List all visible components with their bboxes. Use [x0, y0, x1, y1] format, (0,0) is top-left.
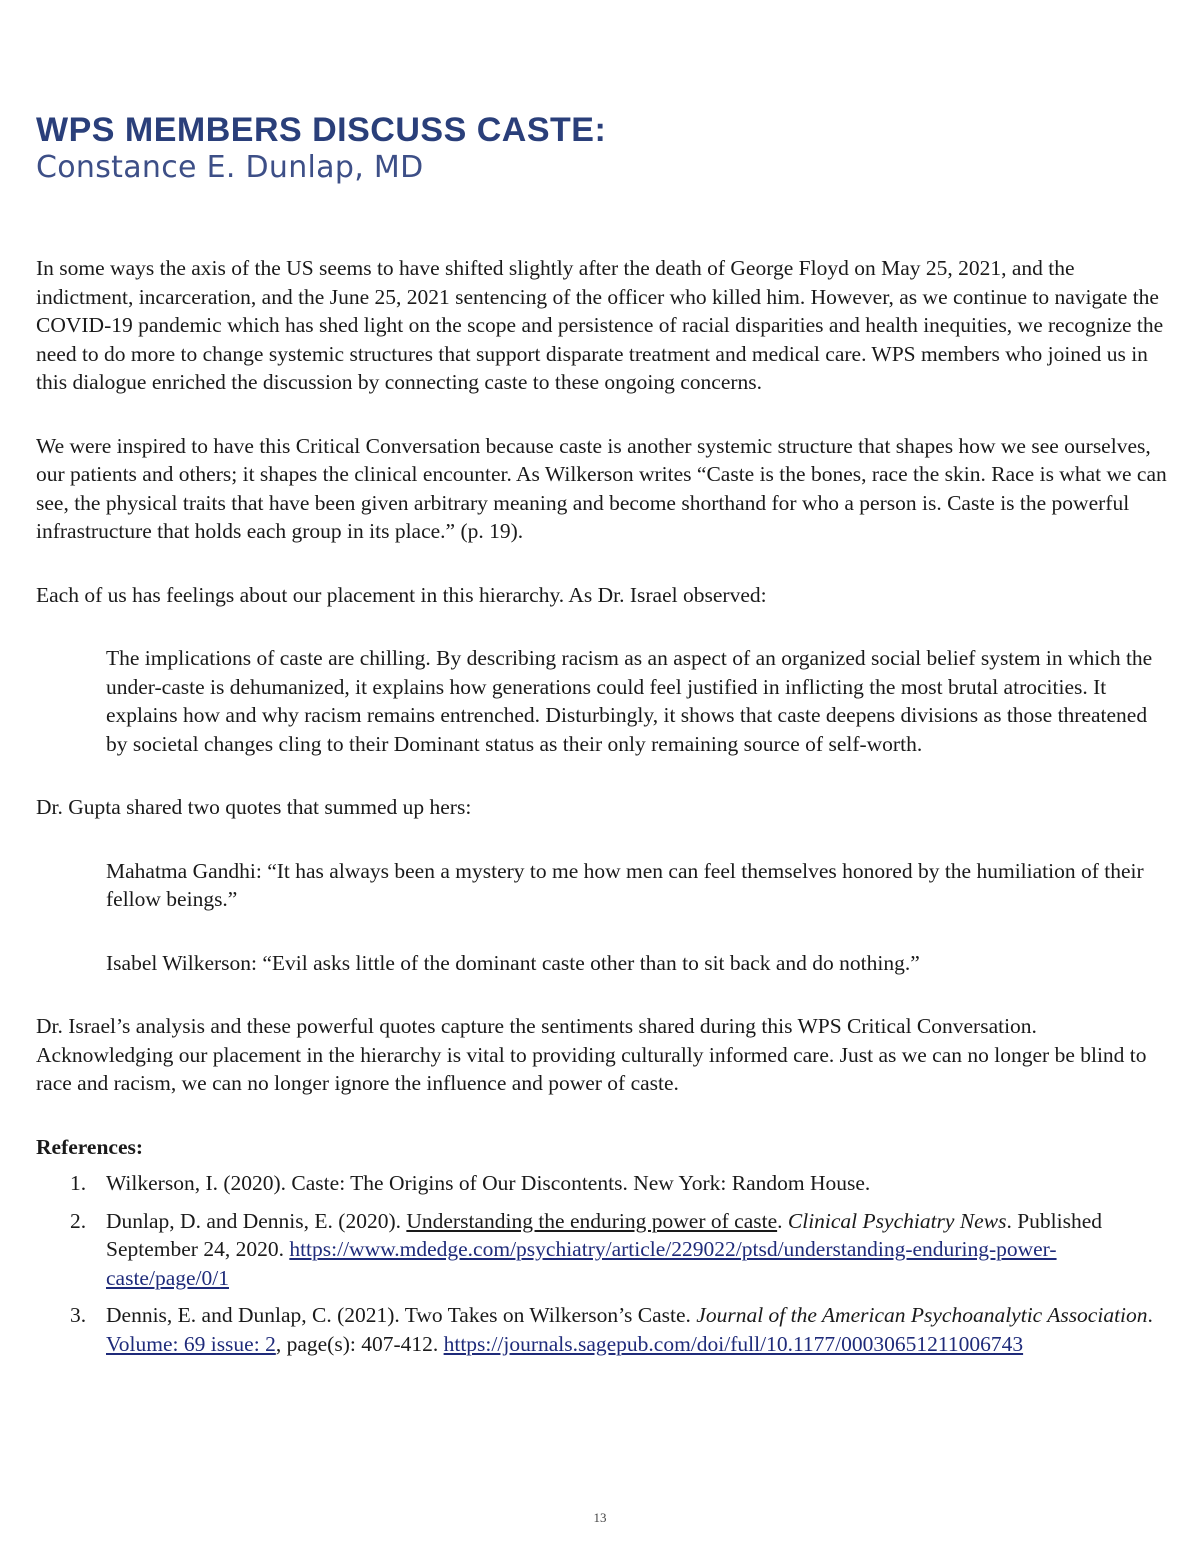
- paragraph-placement: Each of us has feelings about our placement in this hierarchy. As Dr. Israel observed:: [36, 582, 767, 607]
- references-heading: References:: [36, 1134, 144, 1159]
- paragraph-conclusion: Dr. Israel’s analysis and these powerful quotes capture the sentiments shared during this WPS Critical Conversation. Acknowledging our placement in the hierarchy is vital to providing culturally informed care. Just as we can no longer be blind to race and racism, we can no longer ignore the influence and power of caste.: [36, 1014, 1147, 1095]
- reference-title-link[interactable]: Understanding the enduring power of caste: [406, 1208, 778, 1233]
- paragraph-inspiration: We were inspired to have this Critical Conversation because caste is another systemic structure that shapes how we see ourselves, our patients and others; it shapes the clinical encounter. As Wilkerson writes “Caste is the bones, race the skin. Race is what we can see, the physical traits that have been given arbitrary meaning and become shorthand for who a person is. Caste is the powerful infrastructure that holds each group in its place.” (p. 19).: [36, 433, 1167, 543]
- reference-text: Wilkerson, I. (2020). Caste: The Origins of Our Discontents. New York: Random House.: [106, 1171, 871, 1195]
- reference-separator: .: [1147, 1303, 1153, 1327]
- reference-pages: , page(s): 407-412.: [275, 1331, 444, 1356]
- reference-journal: Clinical Psychiatry News: [787, 1208, 1007, 1233]
- reference-volume-link[interactable]: Volume: 69 issue: 2: [106, 1331, 276, 1356]
- reference-number: 2.: [70, 1208, 87, 1233]
- reference-number: 1.: [70, 1171, 87, 1195]
- paragraph-gupta: Dr. Gupta shared two quotes that summed up hers:: [36, 795, 472, 819]
- reference-item: [36, 1207, 1168, 1293]
- reference-item: [36, 1169, 1168, 1198]
- reference-authors: Dunlap, D. and Dennis, E. (2020).: [106, 1208, 407, 1233]
- reference-journal: Journal of the American Psychoanalytic Association: [696, 1303, 1148, 1327]
- reference-url-link[interactable]: https://www.mdedge.com/psychiatry/article/229022/ptsd/understanding-enduring-power-caste/page/0/1: [106, 1237, 1057, 1290]
- block-quote-wilkerson: Isabel Wilkerson: “Evil asks little of the dominant caste other than to sit back and do nothing.”: [106, 950, 920, 975]
- reference-url-link[interactable]: https://journals.sagepub.com/doi/full/10.1177/00030651211006743: [443, 1331, 1024, 1356]
- block-quote-gandhi: Mahatma Gandhi: “It has always been a mystery to me how men can feel themselves honored by the humiliation of their fellow beings.”: [106, 858, 1144, 911]
- page-number: 13: [593, 1510, 607, 1525]
- block-quote-israel: The implications of caste are chilling. By describing racism as an aspect of an organized social belief system in which the under-caste is dehumanized, it explains how generations could feel justified in inflicting the most brutal atrocities. It explains how and why racism remains entrenched. Disturbingly, it shows that caste deepens divisions as those threatened by societal changes cling to their Dominant status as their only remaining source of self-worth.: [106, 646, 1153, 756]
- reference-published: . Published September 24, 2020.: [106, 1208, 1103, 1261]
- article-title: WPS MEMBERS DISCUSS CASTE:: [36, 111, 607, 149]
- reference-authors: Dennis, E. and Dunlap, C. (2021). Two Takes on Wilkerson’s Caste.: [106, 1303, 697, 1327]
- title-block: [36, 110, 606, 186]
- reference-item: [36, 1301, 1168, 1358]
- references-list: [36, 1169, 1168, 1358]
- article-author: Constance E. Dunlap, MD: [36, 150, 424, 185]
- article-body: [36, 254, 1168, 1367]
- paragraph-intro: In some ways the axis of the US seems to have shifted slightly after the death of George Floyd on May 25, 2021, and the indictment, incarceration, and the June 25, 2021 sentencing of the officer who killed him. However, as we continue to navigate the COVID-19 pandemic which has shed light on the scope and persistence of racial disparities and health inequities, we recognize the need to do more to change systemic structures that support disparate treatment and medical care. WPS members who joined us in this dialogue enriched the discussion by connecting caste to these ongoing concerns.: [36, 256, 1164, 394]
- reference-number: 3.: [70, 1303, 87, 1327]
- reference-separator: .: [777, 1208, 788, 1233]
